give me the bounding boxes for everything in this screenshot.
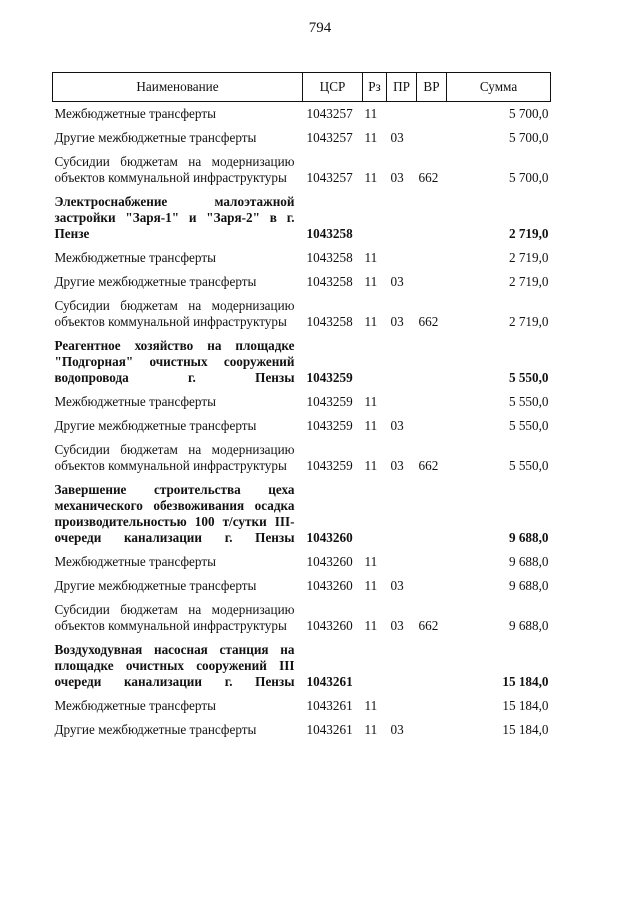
table-body — [53, 102, 551, 743]
row-pr — [387, 246, 417, 270]
row-pr: 03 — [390, 418, 404, 433]
row-name: Другие межбюджетные трансферты — [54, 274, 257, 289]
row-sum: 5 550,0 — [508, 394, 549, 409]
table-row — [53, 598, 551, 638]
row-csr: 1043259 — [306, 370, 353, 385]
row-pr: 03 — [390, 274, 404, 289]
header-pr: ПР — [387, 73, 417, 102]
row-rz — [363, 190, 387, 246]
row-pr — [387, 478, 417, 550]
row-name: Другие межбюджетные трансферты — [54, 578, 257, 593]
row-name: Воздуходувная насосная станция на площадке очистных сооружений III очереди канализации г. Пензы — [54, 642, 295, 689]
row-rz: 11 — [364, 618, 378, 633]
row-vr — [417, 126, 447, 150]
row-pr: 03 — [390, 170, 404, 185]
row-vr — [417, 694, 447, 718]
row-sum: 15 184,0 — [502, 722, 549, 737]
row-csr: 1043261 — [306, 722, 353, 737]
row-name: Другие межбюджетные трансферты — [54, 722, 257, 737]
row-csr: 1043259 — [306, 394, 353, 409]
row-sum: 15 184,0 — [502, 698, 549, 713]
table-row — [53, 438, 551, 478]
table-row-section — [53, 190, 551, 246]
row-rz: 11 — [364, 170, 378, 185]
row-csr: 1043260 — [306, 578, 353, 593]
row-vr — [417, 478, 447, 550]
row-sum: 2 719,0 — [508, 314, 549, 329]
row-pr — [387, 390, 417, 414]
row-vr: 662 — [418, 314, 439, 329]
row-sum: 2 719,0 — [508, 226, 549, 241]
row-vr: 662 — [418, 170, 439, 185]
row-pr: 03 — [390, 458, 404, 473]
row-vr — [417, 246, 447, 270]
row-vr — [417, 190, 447, 246]
table-row — [53, 718, 551, 742]
header-vr: ВР — [417, 73, 447, 102]
row-vr — [417, 390, 447, 414]
row-rz: 11 — [364, 554, 378, 569]
row-pr — [387, 334, 417, 390]
row-sum: 9 688,0 — [508, 578, 549, 593]
table-header-row — [53, 73, 551, 102]
table-row-section — [53, 334, 551, 390]
table-row — [53, 574, 551, 598]
row-csr: 1043257 — [306, 170, 353, 185]
row-name: Завершение строительства цеха механического обезвоживания осадка производительностью 100 т/сутки III-очереди канализации г. Пензы — [54, 482, 295, 545]
row-name: Реагентное хозяйство на площадке "Подгорная" очистных сооружений водопровода г. Пензы — [54, 338, 295, 385]
table-row-section — [53, 638, 551, 694]
header-rz: Рз — [363, 73, 387, 102]
row-rz: 11 — [364, 394, 378, 409]
row-sum: 2 719,0 — [508, 274, 549, 289]
row-rz: 11 — [364, 130, 378, 145]
page-number: 794 — [308, 20, 332, 36]
row-rz: 11 — [364, 314, 378, 329]
row-rz — [363, 638, 387, 694]
row-pr — [387, 694, 417, 718]
table-row-section — [53, 478, 551, 550]
row-csr: 1043259 — [306, 458, 353, 473]
header-csr: ЦСР — [303, 73, 363, 102]
row-vr — [417, 414, 447, 438]
row-vr — [417, 270, 447, 294]
table-row — [53, 102, 551, 127]
row-sum: 5 550,0 — [508, 458, 549, 473]
row-csr: 1043260 — [306, 554, 353, 569]
row-name: Субсидии бюджетам на модернизацию объектов коммунальной инфраструктуры — [54, 602, 295, 633]
table-row — [53, 270, 551, 294]
row-vr — [417, 638, 447, 694]
row-name: Другие межбюджетные трансферты — [54, 418, 257, 433]
row-rz: 11 — [364, 250, 378, 265]
row-pr: 03 — [390, 618, 404, 633]
row-name: Межбюджетные трансферты — [54, 698, 216, 713]
row-name: Другие межбюджетные трансферты — [54, 130, 257, 145]
row-name: Электроснабжение малоэтажной застройки "Заря-1" и "Заря-2" в г. Пензе — [54, 194, 295, 241]
row-pr — [387, 190, 417, 246]
row-csr: 1043259 — [306, 418, 353, 433]
row-csr: 1043261 — [306, 698, 353, 713]
table-row — [53, 150, 551, 190]
row-name: Межбюджетные трансферты — [54, 554, 216, 569]
row-sum: 5 700,0 — [508, 106, 549, 121]
row-csr: 1043258 — [306, 274, 353, 289]
row-rz: 11 — [364, 274, 378, 289]
row-sum: 9 688,0 — [508, 554, 549, 569]
table-row — [53, 414, 551, 438]
row-csr: 1043257 — [306, 106, 353, 121]
row-csr: 1043260 — [306, 530, 353, 545]
table-row — [53, 126, 551, 150]
row-vr — [417, 334, 447, 390]
row-name: Субсидии бюджетам на модернизацию объектов коммунальной инфраструктуры — [54, 442, 295, 473]
row-csr: 1043258 — [306, 226, 353, 241]
row-sum: 5 700,0 — [508, 130, 549, 145]
row-csr: 1043258 — [306, 314, 353, 329]
row-rz — [363, 478, 387, 550]
row-name: Межбюджетные трансферты — [54, 106, 216, 121]
row-pr: 03 — [390, 314, 404, 329]
header-name: Наименование — [53, 73, 303, 102]
row-pr — [387, 102, 417, 127]
row-vr — [417, 718, 447, 742]
table-row — [53, 694, 551, 718]
row-vr — [417, 550, 447, 574]
row-rz: 11 — [364, 418, 378, 433]
table-row — [53, 246, 551, 270]
row-pr: 03 — [390, 722, 404, 737]
row-sum: 15 184,0 — [502, 674, 549, 689]
table-row — [53, 294, 551, 334]
row-rz: 11 — [364, 698, 378, 713]
row-pr: 03 — [390, 130, 404, 145]
row-sum: 5 550,0 — [508, 418, 549, 433]
row-rz: 11 — [364, 578, 378, 593]
row-vr: 662 — [418, 458, 439, 473]
row-pr — [387, 550, 417, 574]
row-vr: 662 — [418, 618, 439, 633]
row-name: Межбюджетные трансферты — [54, 250, 216, 265]
row-pr — [387, 638, 417, 694]
header-sum: Сумма — [447, 73, 551, 102]
row-rz: 11 — [364, 722, 378, 737]
row-sum: 9 688,0 — [508, 618, 549, 633]
row-sum: 5 550,0 — [508, 370, 549, 385]
table-row — [53, 390, 551, 414]
row-rz: 11 — [364, 458, 378, 473]
row-csr: 1043260 — [306, 618, 353, 633]
table-row — [53, 550, 551, 574]
row-rz — [363, 334, 387, 390]
budget-table — [52, 72, 551, 742]
row-sum: 9 688,0 — [508, 530, 549, 545]
row-sum: 2 719,0 — [508, 250, 549, 265]
row-sum: 5 700,0 — [508, 170, 549, 185]
row-vr — [417, 102, 447, 127]
row-pr: 03 — [390, 578, 404, 593]
row-name: Межбюджетные трансферты — [54, 394, 216, 409]
row-csr: 1043258 — [306, 250, 353, 265]
row-name: Субсидии бюджетам на модернизацию объектов коммунальной инфраструктуры — [54, 154, 295, 185]
row-csr: 1043257 — [306, 130, 353, 145]
row-name: Субсидии бюджетам на модернизацию объектов коммунальной инфраструктуры — [54, 298, 295, 329]
row-rz: 11 — [364, 106, 378, 121]
row-csr: 1043261 — [306, 674, 353, 689]
row-vr — [417, 574, 447, 598]
